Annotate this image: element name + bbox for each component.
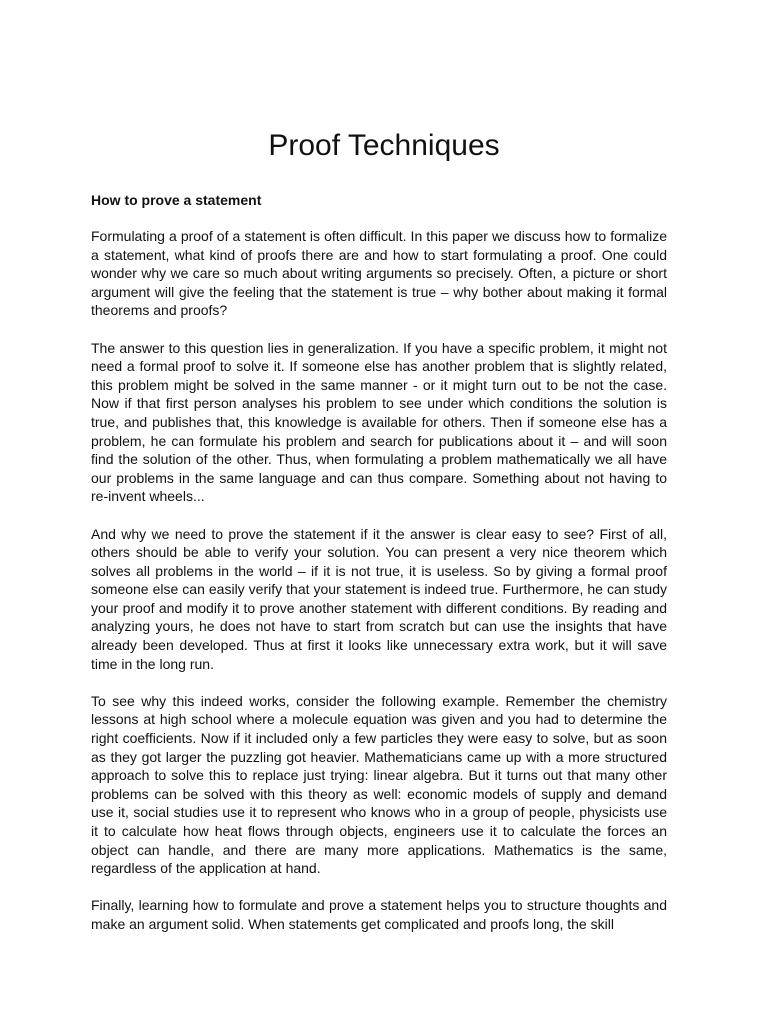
paragraph-2: The answer to this question lies in generalization. If you have a specific problem, it might not need a formal proof to solve it. If someone else has another problem that is slightly related, this problem might be solved in the same manner - or it might turn out to be not the case. Now if that first person analyses his problem to see under which conditions the solution is true, and publishes that, this knowledge is available for others. Then if someone else has a problem, he can formulate his problem and search for publications about it – and will soon find the solution of the other. Thus, when formulating a problem mathematically we all have our problems in the same language and can thus compare. Something about not having to re-invent wheels... <box>91 339 667 505</box>
paragraph-3: And why we need to prove the statement if it the answer is clear easy to see? First of all, others should be able to verify your solution. You can present a very nice theorem which solves all problems in the world – if it is not true, it is useless. So by giving a formal proof someone else can easily verify that your statement is indeed true. Furthermore, he can study your proof and modify it to prove another statement with different conditions. By reading and analyzing yours, he does not have to start from scratch but can use the insights that have already been developed. Thus at first it looks like unnecessary extra work, but it will save time in the long run. <box>91 525 667 672</box>
body-text <box>91 227 667 952</box>
paragraph-4: To see why this indeed works, consider the following example. Remember the chemistry lessons at high school where a molecule equation was given and you had to determine the right coefficients. Now if it included only a few particles they were easy to solve, but as soon as they got larger the puzzling got heavier. Mathematicians came up with a more structured approach to solve this to replace just trying: linear algebra. But it turns out that many other problems can be solved with this theory as well: economic models of supply and demand use it, social studies use it to represent who knows who in a group of people, physicists use it to calculate how heat flows through objects, engineers use it to calculate the forces an object can handle, and there are many more applications. Mathematics is the same, regardless of the application at hand. <box>91 692 667 877</box>
section-heading: How to prove a statement <box>91 192 262 208</box>
paragraph-5: Finally, learning how to formulate and prove a statement helps you to structure thoughts and make an argument solid. When statements get complicated and proofs long, the skill <box>91 897 667 932</box>
paragraph-1: Formulating a proof of a statement is often difficult. In this paper we discuss how to formalize a statement, what kind of proofs there are and how to start formulating a proof. One could wonder why we care so much about writing arguments so precisely. Often, a picture or short argument will give the feeling that the statement is true – why bother about making it formal theorems and proofs? <box>91 228 667 319</box>
document-title: Proof Techniques <box>268 129 500 162</box>
